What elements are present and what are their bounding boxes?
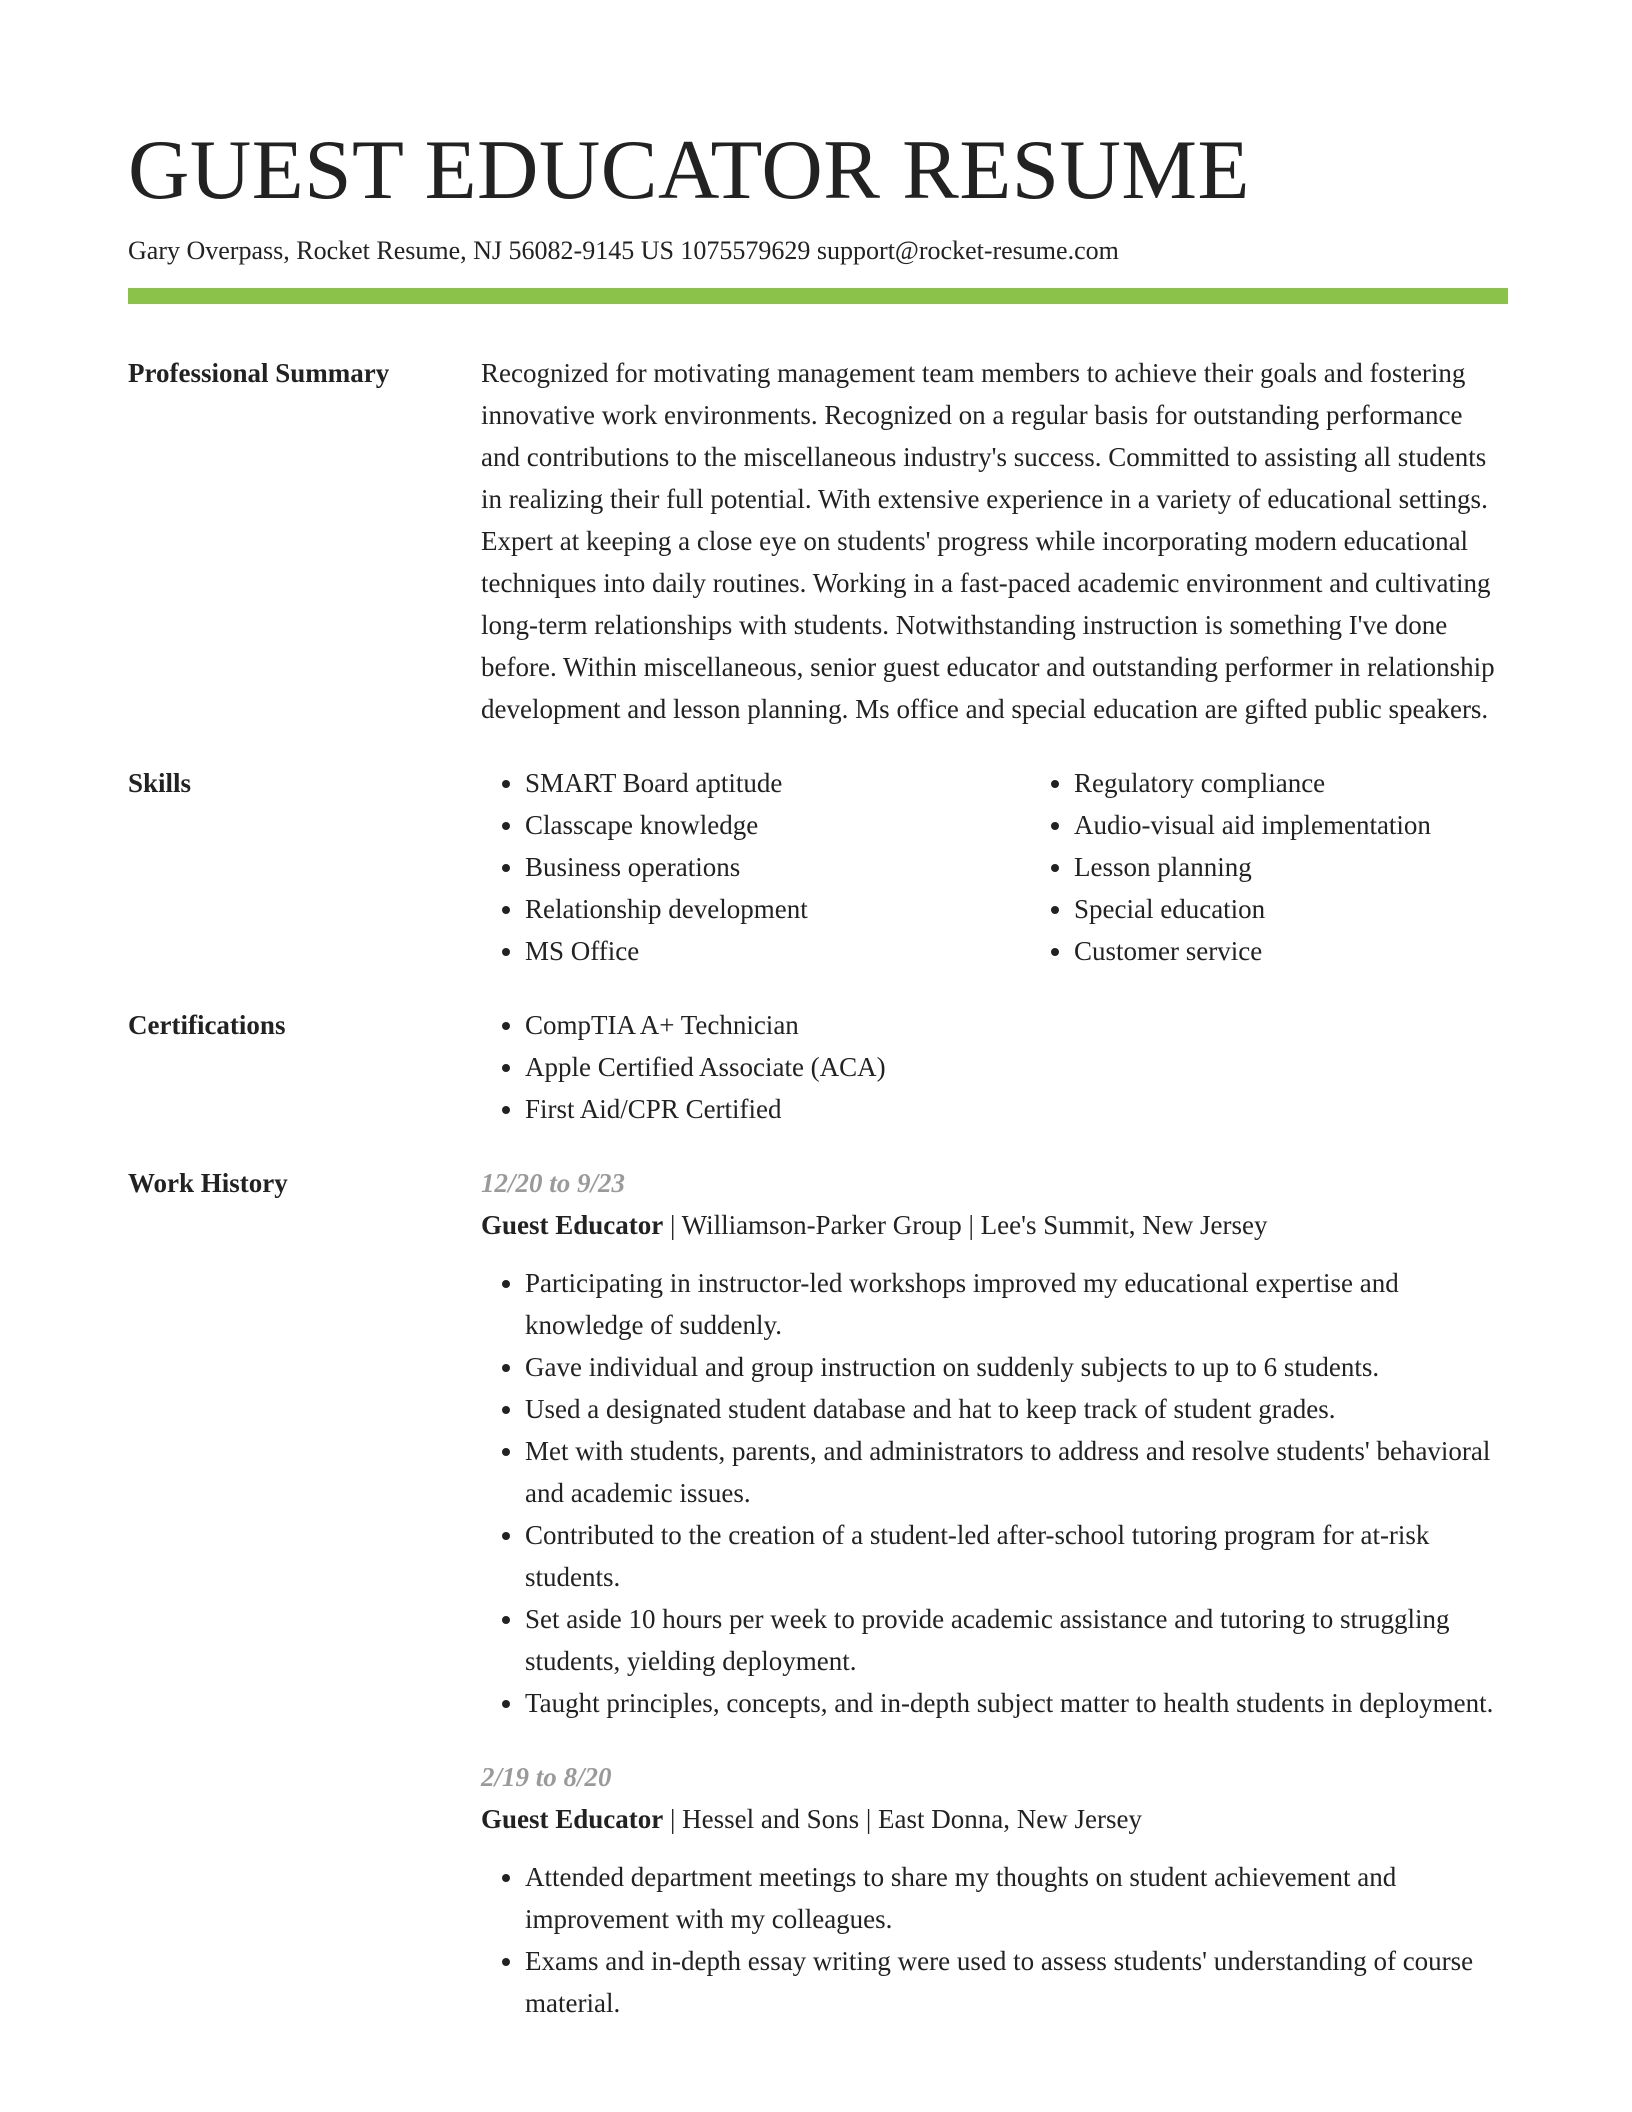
contact-line: Gary Overpass, Rocket Resume, NJ 56082-9145 US 1075579629 support@rocket-resume.com (128, 236, 1119, 265)
job-details: | Hessel and Sons | East Donna, New Jersey (663, 1804, 1142, 1834)
job-date: 12/20 to 9/23 (481, 1168, 626, 1198)
section-label-skills: Skills (128, 768, 192, 798)
skill-item: • SMART Board aptitude (525, 762, 1030, 804)
skill-item: • Customer service (1074, 930, 1579, 972)
certification-item: • CompTIA A+ Technician (525, 1004, 1508, 1046)
section-label-work-history: Work History (128, 1168, 288, 1198)
skills-list-left (481, 762, 1030, 972)
work-history-section (128, 1162, 1508, 2024)
skill-item: • MS Office (525, 930, 1030, 972)
job-title: Guest Educator (481, 1804, 664, 1834)
resume-page (128, 120, 1508, 2024)
summary-text: Recognized for motivating management team members to achieve their goals and fostering innovative work environments. Recognized on a regular basis for outstanding performance and contributions to the miscellaneous industry's success. Committed to assisting all students in realizing their full potential. With extensive experience in a variety of educational settings. Expert at keeping a close eye on students' progress while incorporating modern educational techniques into daily routines. Working in a fast-paced academic environment and cultivating long-term relationships with students. Notwithstanding instruction is something I've done before. Within miscellaneous, senior guest educator and outstanding performer in relationship development and lesson planning. Ms office and special education are gifted public speakers. (481, 358, 1495, 724)
skill-item: • Relationship development (525, 888, 1030, 930)
certification-item: • Apple Certified Associate (ACA) (525, 1046, 1508, 1088)
job-bullet: • Used a designated student database and hat to keep track of student grades. (525, 1388, 1508, 1430)
section-label-certifications: Certifications (128, 1010, 286, 1040)
certifications-body (481, 1004, 1508, 1130)
job-bullet: • Participating in instructor-led workshops improved my educational expertise and knowledge of suddenly. (525, 1262, 1508, 1346)
job-entry (481, 1756, 1508, 2024)
job-bullet: • Attended department meetings to share my thoughts on student achievement and improvement with my colleagues. (525, 1856, 1508, 1940)
work-history-body (481, 1162, 1508, 2024)
job-title-line (481, 1204, 1508, 1246)
skill-item: • Classcape knowledge (525, 804, 1030, 846)
certification-item: • First Aid/CPR Certified (525, 1088, 1508, 1130)
job-bullet: • Contributed to the creation of a student-led after-school tutoring program for at-risk students. (525, 1514, 1508, 1598)
section-label-summary: Professional Summary (128, 358, 390, 388)
professional-summary-section (128, 352, 1508, 730)
certifications-section (128, 1004, 1508, 1130)
job-title: Guest Educator (481, 1210, 664, 1240)
skills-section (128, 762, 1508, 972)
skill-item: • Lesson planning (1074, 846, 1579, 888)
job-bullet: • Met with students, parents, and administrators to address and resolve students' behavioral and academic issues. (525, 1430, 1508, 1514)
job-bullets (481, 1262, 1508, 1724)
skills-list-right (1030, 762, 1579, 972)
job-bullet: • Set aside 10 hours per week to provide academic assistance and tutoring to struggling students, yielding deployment. (525, 1598, 1508, 1682)
job-details: | Williamson-Parker Group | Lee's Summit, New Jersey (663, 1210, 1268, 1240)
skill-item: • Regulatory compliance (1074, 762, 1579, 804)
skill-item: • Audio-visual aid implementation (1074, 804, 1579, 846)
job-title-line (481, 1798, 1508, 1840)
certifications-list (481, 1004, 1508, 1130)
job-bullet: • Taught principles, concepts, and in-depth subject matter to health students in deployment. (525, 1682, 1508, 1724)
resume-title: GUEST EDUCATOR RESUME (128, 123, 1250, 217)
skill-item: • Business operations (525, 846, 1030, 888)
job-bullet: • Exams and in-depth essay writing were used to assess students' understanding of course material. (525, 1940, 1508, 2024)
job-entry (481, 1162, 1508, 1724)
header-divider (128, 288, 1508, 304)
job-bullet: • Gave individual and group instruction on suddenly subjects to up to 6 students. (525, 1346, 1508, 1388)
job-date: 2/19 to 8/20 (481, 1762, 612, 1792)
job-bullets (481, 1856, 1508, 2024)
skills-columns (481, 762, 1579, 972)
skill-item: • Special education (1074, 888, 1579, 930)
